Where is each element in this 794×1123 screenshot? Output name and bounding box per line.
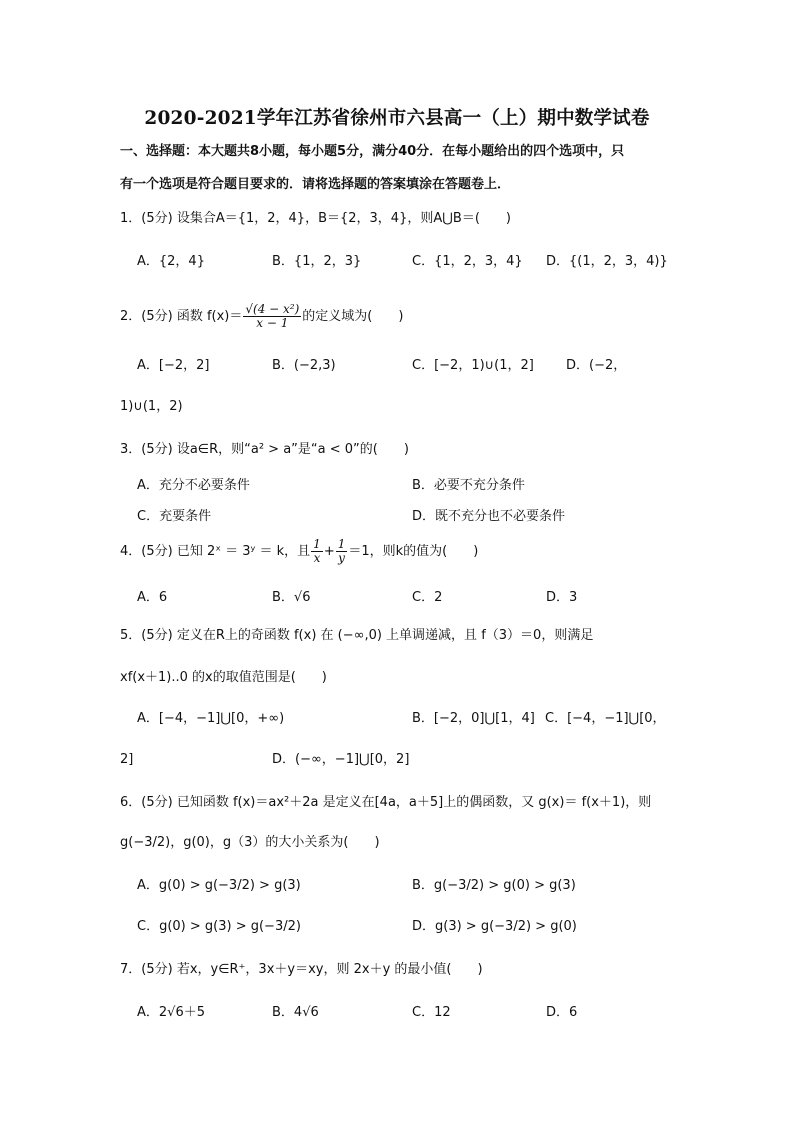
question-5-option-d: D．(−∞，−1]⋃[0，2]	[272, 752, 410, 767]
question-5-option-c: C．[−4，−1]⋃[0，	[545, 711, 666, 726]
question-7-option-b: B．4√6	[272, 1005, 319, 1020]
question-1-stem: 1．(5分) 设集合A＝{1，2，4}，B＝{2，3，4}，则A⋃B＝( )	[120, 211, 511, 226]
question-1-option-a: A．{2，4}	[137, 254, 205, 269]
section-heading-line2: 有一个选项是符合题目要求的．请将选择题的答案填涂在答题卷上．	[120, 177, 511, 192]
question-7-option-d: D．6	[546, 1005, 578, 1020]
question-6-option-a: A．g(0) > g(−3/2) > g(3)	[137, 878, 301, 893]
question-2-option-d-wrap: 1)∪(1，2)	[120, 399, 183, 414]
question-3-option-d: D．既不充分也不必要条件	[412, 509, 566, 524]
question-4-stem-suffix: ＝1，则k的值为( )	[348, 544, 479, 559]
question-6-option-b: B．g(−3/2) > g(0) > g(3)	[412, 878, 576, 893]
question-6-option-d: D．g(3) > g(−3/2) > g(0)	[412, 919, 577, 934]
question-7-option-c: C．12	[412, 1005, 451, 1020]
question-1-option-d: D．{(1，2，3，4)}	[546, 254, 668, 269]
question-3-option-c: C．充要条件	[137, 509, 212, 524]
question-5-stem: 5．(5分) 定义在R上的奇函数 f(x) 在 (−∞,0) 上单调递减，且 f（3）＝0，则满足	[120, 628, 594, 643]
question-6-stem-line2: g(−3/2)，g(0)，g（3）的大小关系为( )	[120, 835, 380, 850]
question-2-stem-suffix: 的定义域为( )	[302, 309, 404, 324]
question-2-option-b: B．(−2,3)	[272, 358, 336, 373]
question-4-fraction-1-denominator: x	[313, 551, 321, 565]
question-5-option-b: B．[−2，0]⋃[1，4]	[412, 711, 535, 726]
question-3-stem: 3．(5分) 设a∈R，则“a² > a”是“a < 0”的( )	[120, 442, 409, 457]
question-7-option-a: A．2√6＋5	[137, 1005, 205, 1020]
page-title: 2020-2021学年江苏省徐州市六县高一（上）期中数学试卷	[144, 108, 650, 129]
question-2-option-d: D．(−2，	[566, 358, 627, 373]
question-4-fraction-2-denominator: y	[338, 551, 345, 565]
question-3-option-b: B．必要不充分条件	[412, 478, 525, 493]
question-4-stem-prefix: 4．(5分) 已知 2ˣ ＝ 3ʸ ＝ k，且	[120, 544, 311, 559]
question-4-option-b: B．√6	[272, 590, 311, 605]
question-2-fraction	[243, 303, 301, 330]
question-7-stem: 7．(5分) 若x，y∈R⁺，3x＋y＝xy，则 2x＋y 的最小值( )	[120, 962, 483, 977]
question-5-stem-line2: xf(x＋1)..0 的x的取值范围是( )	[120, 670, 327, 685]
question-1-option-b: B．{1，2，3}	[272, 254, 362, 269]
question-4-fraction-1-numerator: 1	[313, 537, 321, 551]
question-1-option-c: C．{1，2，3，4}	[412, 254, 523, 269]
question-4-fraction-2	[336, 538, 348, 565]
question-5-option-c-wrap: 2]	[120, 752, 134, 767]
question-6-stem: 6．(5分) 已知函数 f(x)＝ax²＋2a 是定义在[4a，a＋5]上的偶函数，又 g(x)＝ f(x＋1)，则	[120, 795, 652, 810]
section-heading-line1: 一、选择题：本大题共8小题，每小题5分，满分40分．在每小题给出的四个选项中，只	[120, 144, 625, 159]
question-5-option-a: A．[−4，−1]⋃[0，+∞)	[137, 711, 285, 726]
question-4-plus: +	[323, 544, 335, 559]
question-4-option-c: C．2	[412, 590, 443, 605]
question-2-stem	[120, 300, 403, 334]
question-6-option-c: C．g(0) > g(3) > g(−3/2)	[137, 919, 301, 934]
question-2-option-c: C．[−2，1)∪(1，2]	[412, 358, 534, 373]
question-2-stem-prefix: 2．(5分) 函数 f(x)＝	[120, 309, 243, 324]
question-4-option-a: A．6	[137, 590, 168, 605]
question-2-fraction-denominator: x − 1	[256, 316, 289, 330]
question-2-fraction-numerator: √(4 − x²)	[245, 302, 300, 316]
question-4-fraction-1	[311, 538, 323, 565]
question-4-fraction-2-numerator: 1	[337, 537, 346, 551]
question-3-option-a: A．充分不必要条件	[137, 478, 250, 493]
question-4-option-d: D．3	[546, 590, 578, 605]
question-2-option-a: A．[−2，2]	[137, 358, 210, 373]
question-4-stem	[120, 535, 478, 569]
